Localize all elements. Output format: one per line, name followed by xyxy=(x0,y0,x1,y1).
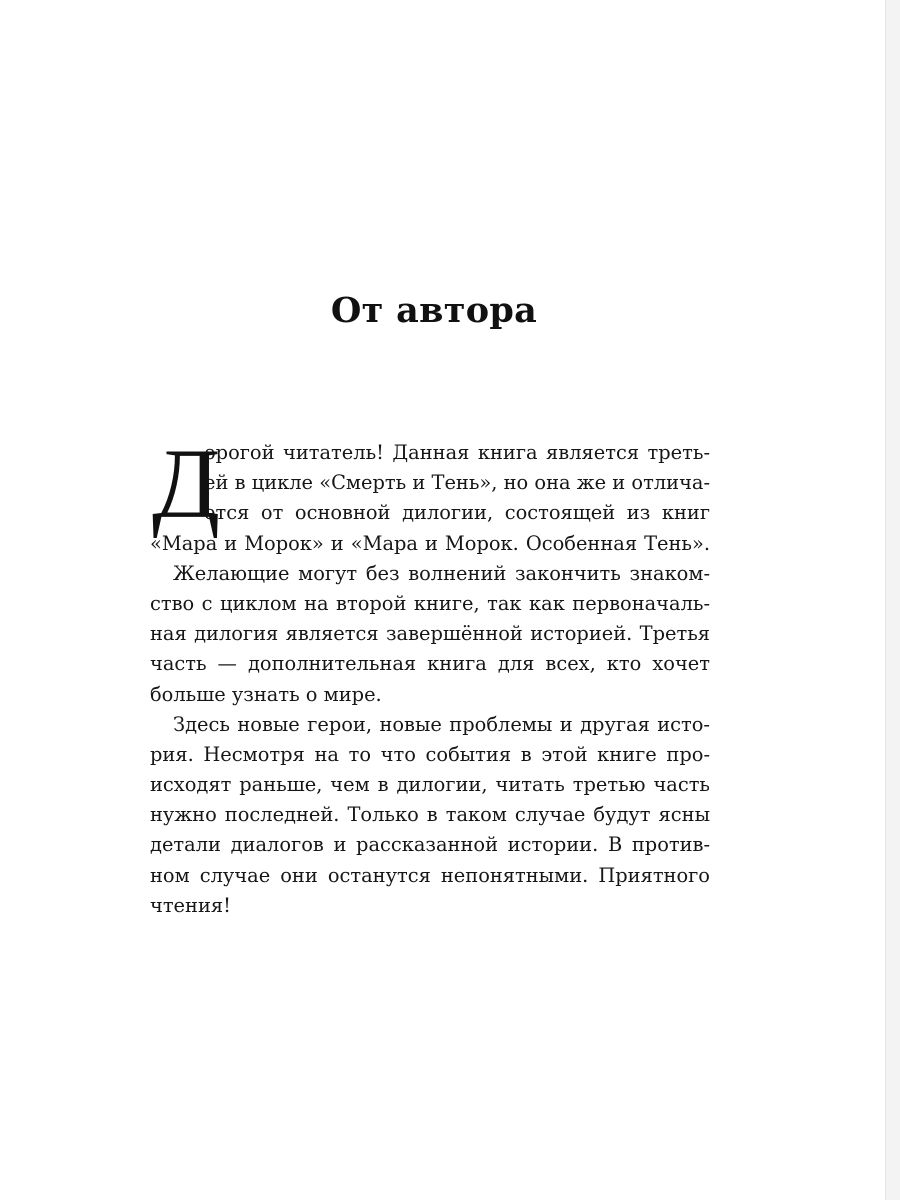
text-line: ей в цикле «Смерть и Тень», но она же и отлича- xyxy=(204,471,710,495)
text-line: исходят раньше, чем в дилогии, читать третью часть xyxy=(150,773,710,797)
text-line: рия. Несмотря на то что события в этой книге про- xyxy=(150,742,710,766)
text-line: ном случае они останутся непонятными. Приятного xyxy=(150,863,710,887)
text-line: «Мара и Морок» и «Мара и Морок. Особенная Тень». xyxy=(150,531,710,555)
text-line: часть — дополнительная книга для всех, кто хочет xyxy=(150,652,710,676)
page-title: От автора xyxy=(330,290,538,331)
paragraph-3 xyxy=(150,710,710,921)
text-line: чтения! xyxy=(150,893,231,917)
paragraph-2 xyxy=(150,559,710,710)
text-line: больше узнать о мире. xyxy=(150,682,382,706)
text-line: ство с циклом на второй книге, так как первоначаль- xyxy=(150,591,710,615)
text-line: ная дилогия является завершённой историей. Третья xyxy=(150,622,710,646)
page-edge xyxy=(885,0,900,1200)
text-line: нужно последней. Только в таком случае будут ясны xyxy=(150,803,710,827)
text-line: детали диалогов и рассказанной истории. В против- xyxy=(150,833,710,857)
text-line: ется от основной дилогии, состоящей из книг xyxy=(204,501,710,525)
body-text xyxy=(150,428,710,921)
text-line: Здесь новые герои, новые проблемы и другая исто- xyxy=(173,712,710,736)
paragraph-1 xyxy=(150,428,710,559)
text-line: Желающие могут без волнений закончить знаком- xyxy=(173,561,710,585)
text-line: орогой читатель! Данная книга является треть- xyxy=(204,441,710,464)
drop-cap: Д xyxy=(152,428,221,539)
